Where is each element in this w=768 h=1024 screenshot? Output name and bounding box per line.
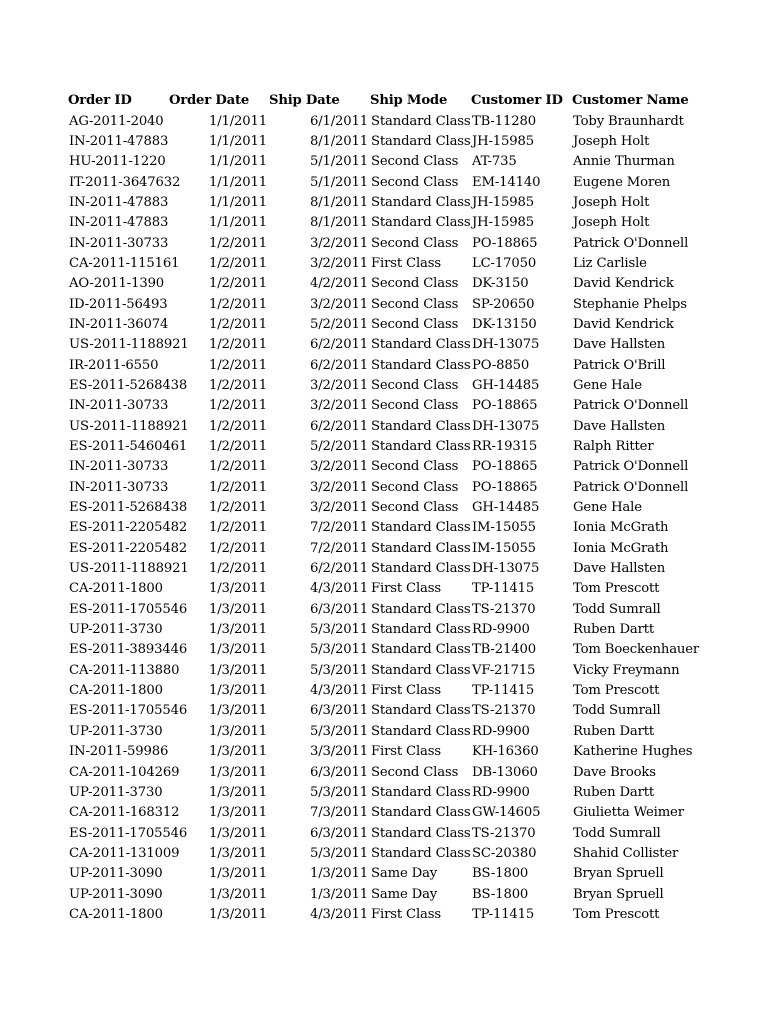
ship-mode-cell[interactable]: Standard Class: [371, 662, 471, 678]
ship-date-cell[interactable]: 6/3/2011: [309, 825, 368, 841]
ship-mode-cell[interactable]: Standard Class: [371, 561, 471, 577]
customer-id-cell[interactable]: DK-3150: [472, 276, 529, 292]
ship-mode-cell[interactable]: Standard Class: [371, 418, 471, 434]
ship-date-cell[interactable]: 5/3/2011: [309, 622, 368, 638]
table-row: [68, 823, 672, 843]
ship-date-cell[interactable]: 8/1/2011: [309, 133, 368, 149]
order-date-cell[interactable]: 1/3/2011: [208, 642, 267, 658]
ship-date-cell[interactable]: 6/2/2011: [309, 357, 368, 373]
ship-mode-cell[interactable]: Standard Class: [371, 703, 471, 719]
order-id-cell[interactable]: US-2011-1188921: [69, 337, 189, 353]
ship-mode-cell[interactable]: Standard Class: [371, 845, 471, 861]
order-id-cell[interactable]: UP-2011-3730: [69, 622, 163, 638]
table-row: [68, 681, 672, 701]
customer-name-cell[interactable]: Liz Carlisle: [573, 255, 647, 271]
customer-name-cell[interactable]: Dave Hallsten: [573, 418, 666, 434]
ship-date-cell[interactable]: 8/1/2011: [309, 194, 368, 210]
customer-id-cell[interactable]: DK-13150: [472, 316, 537, 332]
customer-name-cell[interactable]: Todd Sumrall: [573, 601, 661, 617]
ship-date-cell[interactable]: 4/2/2011: [309, 276, 368, 292]
order-id-cell[interactable]: IN-2011-30733: [69, 479, 169, 495]
ship-mode-cell[interactable]: Second Class: [371, 296, 459, 312]
ship-date-cell[interactable]: 3/2/2011: [309, 459, 368, 475]
order-id-cell[interactable]: CA-2011-1800: [69, 683, 163, 699]
ship-date-cell[interactable]: 5/1/2011: [309, 154, 368, 170]
order-date-cell[interactable]: 1/2/2011: [208, 377, 267, 393]
ship-date-cell[interactable]: 1/3/2011: [309, 866, 368, 882]
ship-date-cell[interactable]: 4/3/2011: [309, 683, 368, 699]
order-date-cell[interactable]: 1/3/2011: [208, 581, 267, 597]
ship-date-cell[interactable]: 3/3/2011: [309, 744, 368, 760]
customer-id-cell[interactable]: TP-11415: [472, 683, 535, 699]
ship-mode-cell[interactable]: Standard Class: [371, 133, 471, 149]
customer-name-cell[interactable]: Toby Braunhardt: [573, 113, 684, 129]
order-id-cell[interactable]: ES-2011-1705546: [69, 703, 188, 719]
customer-name-cell[interactable]: Bryan Spruell: [573, 866, 664, 882]
order-id-cell[interactable]: ES-2011-5268438: [69, 377, 188, 393]
ship-mode-cell[interactable]: Second Class: [371, 316, 459, 332]
customer-id-cell[interactable]: DB-13060: [472, 764, 538, 780]
ship-date-cell[interactable]: 1/3/2011: [309, 886, 368, 902]
customer-id-cell[interactable]: RD-9900: [472, 622, 530, 638]
order-id-cell[interactable]: ES-2011-5268438: [69, 500, 188, 516]
ship-date-cell[interactable]: 7/2/2011: [309, 520, 368, 536]
customer-name-cell[interactable]: Ruben Dartt: [573, 784, 655, 800]
order-date-cell[interactable]: 1/3/2011: [208, 744, 267, 760]
table-row: [68, 640, 672, 660]
order-id-cell[interactable]: IN-2011-47883: [69, 133, 169, 149]
ship-mode-cell[interactable]: First Class: [371, 683, 441, 699]
order-date-cell[interactable]: 1/2/2011: [208, 398, 267, 414]
ship-mode-cell[interactable]: Standard Class: [371, 784, 471, 800]
table-row: [68, 518, 672, 538]
ship-mode-cell[interactable]: Standard Class: [371, 337, 471, 353]
order-date-cell[interactable]: 1/2/2011: [208, 337, 267, 353]
table-row: [68, 579, 672, 599]
customer-name-cell[interactable]: David Kendrick: [573, 276, 674, 292]
table-row: [68, 844, 672, 864]
ship-mode-cell[interactable]: First Class: [371, 581, 441, 597]
customer-id-cell[interactable]: VF-21715: [472, 662, 536, 678]
table-row: [68, 294, 672, 314]
order-date-cell[interactable]: 1/3/2011: [208, 601, 267, 617]
table-row: [68, 742, 672, 762]
order-date-cell[interactable]: 1/2/2011: [208, 316, 267, 332]
order-date-cell[interactable]: 1/2/2011: [208, 520, 267, 536]
customer-id-cell[interactable]: TB-11280: [472, 113, 536, 129]
customer-id-cell[interactable]: AT-735: [472, 154, 517, 170]
ship-date-cell[interactable]: 3/2/2011: [309, 296, 368, 312]
customer-name-cell[interactable]: Ruben Dartt: [573, 622, 655, 638]
customer-id-cell[interactable]: RD-9900: [472, 723, 530, 739]
order-date-cell[interactable]: 1/2/2011: [208, 459, 267, 475]
table-row: [68, 437, 672, 457]
ship-mode-cell[interactable]: Standard Class: [371, 642, 471, 658]
ship-date-cell[interactable]: 5/3/2011: [309, 662, 368, 678]
customer-name-cell[interactable]: Annie Thurman: [573, 154, 675, 170]
order-id-cell[interactable]: ES-2011-2205482: [69, 540, 188, 556]
ship-mode-cell[interactable]: Same Day: [371, 886, 438, 902]
ship-mode-cell[interactable]: Standard Class: [371, 357, 471, 373]
customer-name-cell[interactable]: Todd Sumrall: [573, 825, 661, 841]
customer-id-cell[interactable]: BS-1800: [472, 886, 529, 902]
order-date-cell[interactable]: 1/3/2011: [208, 784, 267, 800]
customer-id-cell[interactable]: TS-21370: [472, 703, 536, 719]
customer-name-cell[interactable]: Gene Hale: [573, 500, 642, 516]
order-id-cell[interactable]: UP-2011-3730: [69, 784, 163, 800]
order-date-cell[interactable]: 1/2/2011: [208, 561, 267, 577]
customer-id-cell[interactable]: PO-18865: [472, 459, 538, 475]
customer-name-cell[interactable]: Shahid Collister: [573, 845, 679, 861]
table-row: [68, 396, 672, 416]
ship-date-cell[interactable]: 3/2/2011: [309, 377, 368, 393]
customer-id-cell[interactable]: GW-14605: [472, 805, 541, 821]
table-row: [68, 478, 672, 498]
order-date-cell[interactable]: 1/1/2011: [208, 194, 267, 210]
order-date-cell[interactable]: 1/2/2011: [208, 439, 267, 455]
header-ship-date[interactable]: Ship Date: [269, 93, 340, 109]
table-row: [68, 376, 672, 396]
customer-id-cell[interactable]: DH-13075: [472, 561, 540, 577]
order-date-cell[interactable]: 1/3/2011: [208, 886, 267, 902]
ship-mode-cell[interactable]: Standard Class: [371, 520, 471, 536]
customer-id-cell[interactable]: PO-18865: [472, 398, 538, 414]
ship-mode-cell[interactable]: Standard Class: [371, 540, 471, 556]
customer-name-cell[interactable]: Giulietta Weimer: [573, 805, 684, 821]
customer-id-cell[interactable]: TP-11415: [472, 906, 535, 922]
table-row: [68, 803, 672, 823]
customer-id-cell[interactable]: DH-13075: [472, 418, 540, 434]
ship-mode-cell[interactable]: Standard Class: [371, 113, 471, 129]
customer-name-cell[interactable]: Vicky Freymann: [573, 662, 680, 678]
order-id-cell[interactable]: UP-2011-3730: [69, 723, 163, 739]
order-id-cell[interactable]: AG-2011-2040: [69, 113, 164, 129]
ship-mode-cell[interactable]: Second Class: [371, 398, 459, 414]
ship-date-cell[interactable]: 6/2/2011: [309, 418, 368, 434]
ship-date-cell[interactable]: 6/1/2011: [309, 113, 368, 129]
order-id-cell[interactable]: CA-2011-131009: [69, 845, 180, 861]
ship-mode-cell[interactable]: Second Class: [371, 764, 459, 780]
order-date-cell[interactable]: 1/3/2011: [208, 662, 267, 678]
order-date-cell[interactable]: 1/1/2011: [208, 133, 267, 149]
order-date-cell[interactable]: 1/2/2011: [208, 235, 267, 251]
order-date-cell[interactable]: 1/3/2011: [208, 703, 267, 719]
order-id-cell[interactable]: IN-2011-30733: [69, 398, 169, 414]
ship-mode-cell[interactable]: Standard Class: [371, 805, 471, 821]
ship-mode-cell[interactable]: Standard Class: [371, 439, 471, 455]
customer-name-cell[interactable]: Gene Hale: [573, 377, 642, 393]
order-date-cell[interactable]: 1/3/2011: [208, 825, 267, 841]
table-row: [68, 213, 672, 233]
customer-id-cell[interactable]: IM-15055: [472, 520, 536, 536]
order-date-cell[interactable]: 1/3/2011: [208, 805, 267, 821]
order-id-cell[interactable]: IN-2011-30733: [69, 235, 169, 251]
customer-id-cell[interactable]: DH-13075: [472, 337, 540, 353]
ship-date-cell[interactable]: 3/2/2011: [309, 398, 368, 414]
header-row: [68, 91, 672, 111]
ship-mode-cell[interactable]: Second Class: [371, 235, 459, 251]
order-id-cell[interactable]: US-2011-1188921: [69, 561, 189, 577]
order-date-cell[interactable]: 1/3/2011: [208, 845, 267, 861]
order-date-cell[interactable]: 1/3/2011: [208, 683, 267, 699]
customer-id-cell[interactable]: PO-8850: [472, 357, 530, 373]
ship-mode-cell[interactable]: Second Class: [371, 276, 459, 292]
customer-name-cell[interactable]: David Kendrick: [573, 316, 674, 332]
customer-name-cell[interactable]: Joseph Holt: [573, 215, 650, 231]
customer-name-cell[interactable]: Tom Prescott: [573, 581, 660, 597]
ship-mode-cell[interactable]: Second Class: [371, 500, 459, 516]
customer-id-cell[interactable]: SC-20380: [472, 845, 537, 861]
order-id-cell[interactable]: US-2011-1188921: [69, 418, 189, 434]
table-row: [68, 884, 672, 904]
order-date-cell[interactable]: 1/2/2011: [208, 479, 267, 495]
table-row: [68, 457, 672, 477]
ship-date-cell[interactable]: 6/3/2011: [309, 764, 368, 780]
table-row: [68, 111, 672, 131]
table-row: [68, 559, 672, 579]
order-date-cell[interactable]: 1/2/2011: [208, 296, 267, 312]
customer-name-cell[interactable]: Ralph Ritter: [573, 439, 654, 455]
header-customer-id[interactable]: Customer ID: [471, 93, 563, 109]
order-date-cell[interactable]: 1/2/2011: [208, 255, 267, 271]
ship-date-cell[interactable]: 3/2/2011: [309, 255, 368, 271]
order-date-cell[interactable]: 1/3/2011: [208, 906, 267, 922]
customer-id-cell[interactable]: TS-21370: [472, 601, 536, 617]
customer-id-cell[interactable]: RR-19315: [472, 439, 538, 455]
ship-mode-cell[interactable]: Standard Class: [371, 215, 471, 231]
ship-mode-cell[interactable]: Standard Class: [371, 825, 471, 841]
ship-mode-cell[interactable]: Standard Class: [371, 601, 471, 617]
order-id-cell[interactable]: IN-2011-30733: [69, 459, 169, 475]
table-row: [68, 172, 672, 192]
ship-date-cell[interactable]: 7/2/2011: [309, 540, 368, 556]
order-date-cell[interactable]: 1/1/2011: [208, 215, 267, 231]
ship-date-cell[interactable]: 6/3/2011: [309, 703, 368, 719]
order-id-cell[interactable]: HU-2011-1220: [69, 154, 166, 170]
ship-date-cell[interactable]: 4/3/2011: [309, 906, 368, 922]
table-row: [68, 620, 672, 640]
ship-date-cell[interactable]: 5/2/2011: [309, 439, 368, 455]
order-id-cell[interactable]: CA-2011-113880: [69, 662, 180, 678]
customer-id-cell[interactable]: RD-9900: [472, 784, 530, 800]
ship-mode-cell[interactable]: Second Class: [371, 459, 459, 475]
ship-date-cell[interactable]: 6/2/2011: [309, 337, 368, 353]
customer-name-cell[interactable]: Dave Brooks: [573, 764, 656, 780]
order-id-cell[interactable]: CA-2011-1800: [69, 581, 163, 597]
customer-name-cell[interactable]: Patrick O'Donnell: [573, 459, 689, 475]
header-customer-name[interactable]: Customer Name: [572, 93, 689, 109]
order-id-cell[interactable]: IN-2011-59986: [69, 744, 169, 760]
ship-date-cell[interactable]: 5/3/2011: [309, 845, 368, 861]
customer-id-cell[interactable]: EM-14140: [472, 174, 541, 190]
order-id-cell[interactable]: ID-2011-56493: [69, 296, 168, 312]
table-row: [68, 701, 672, 721]
table-row: [68, 315, 672, 335]
customer-id-cell[interactable]: GH-14485: [472, 500, 540, 516]
order-id-cell[interactable]: ES-2011-1705546: [69, 825, 188, 841]
order-date-cell[interactable]: 1/3/2011: [208, 764, 267, 780]
table-row: [68, 498, 672, 518]
order-date-cell[interactable]: 1/2/2011: [208, 357, 267, 373]
order-id-cell[interactable]: UP-2011-3090: [69, 886, 163, 902]
customer-name-cell[interactable]: Patrick O'Donnell: [573, 235, 689, 251]
ship-mode-cell[interactable]: First Class: [371, 255, 441, 271]
order-date-cell[interactable]: 1/2/2011: [208, 540, 267, 556]
order-id-cell[interactable]: CA-2011-115161: [69, 255, 180, 271]
order-date-cell[interactable]: 1/3/2011: [208, 622, 267, 638]
table-row: [68, 539, 672, 559]
customer-id-cell[interactable]: LC-17050: [472, 255, 537, 271]
customer-name-cell[interactable]: Joseph Holt: [573, 194, 650, 210]
customer-name-cell[interactable]: Stephanie Phelps: [573, 296, 687, 312]
header-ship-mode[interactable]: Ship Mode: [370, 93, 448, 109]
customer-id-cell[interactable]: JH-15985: [472, 215, 534, 231]
order-date-cell[interactable]: 1/2/2011: [208, 276, 267, 292]
customer-id-cell[interactable]: PO-18865: [472, 479, 538, 495]
customer-name-cell[interactable]: Patrick O'Brill: [573, 357, 666, 373]
ship-mode-cell[interactable]: First Class: [371, 906, 441, 922]
customer-name-cell[interactable]: Todd Sumrall: [573, 703, 661, 719]
ship-date-cell[interactable]: 6/3/2011: [309, 601, 368, 617]
ship-mode-cell[interactable]: Second Class: [371, 479, 459, 495]
order-id-cell[interactable]: ES-2011-5460461: [69, 439, 188, 455]
ship-mode-cell[interactable]: Second Class: [371, 174, 459, 190]
order-date-cell[interactable]: 1/3/2011: [208, 866, 267, 882]
ship-mode-cell[interactable]: First Class: [371, 744, 441, 760]
order-date-cell[interactable]: 1/1/2011: [208, 113, 267, 129]
ship-date-cell[interactable]: 5/3/2011: [309, 642, 368, 658]
customer-name-cell[interactable]: Ionia McGrath: [573, 520, 669, 536]
order-id-cell[interactable]: ES-2011-1705546: [69, 601, 188, 617]
customer-id-cell[interactable]: KH-16360: [472, 744, 539, 760]
ship-mode-cell[interactable]: Standard Class: [371, 194, 471, 210]
order-id-cell[interactable]: AO-2011-1390: [69, 276, 165, 292]
ship-mode-cell[interactable]: Second Class: [371, 154, 459, 170]
customer-name-cell[interactable]: Tom Boeckenhauer: [573, 642, 700, 658]
header-order-date[interactable]: Order Date: [169, 93, 250, 109]
table-row: [68, 254, 672, 274]
ship-date-cell[interactable]: 5/3/2011: [309, 784, 368, 800]
customer-name-cell[interactable]: Katherine Hughes: [573, 744, 693, 760]
table-row: [68, 722, 672, 742]
order-date-cell[interactable]: 1/2/2011: [208, 500, 267, 516]
customer-name-cell[interactable]: Tom Prescott: [573, 906, 660, 922]
order-id-cell[interactable]: IN-2011-47883: [69, 194, 169, 210]
order-date-cell[interactable]: 1/2/2011: [208, 418, 267, 434]
ship-date-cell[interactable]: 3/2/2011: [309, 500, 368, 516]
customer-id-cell[interactable]: TP-11415: [472, 581, 535, 597]
ship-mode-cell[interactable]: Second Class: [371, 377, 459, 393]
customer-id-cell[interactable]: GH-14485: [472, 377, 540, 393]
spreadsheet: [68, 91, 700, 925]
order-id-cell[interactable]: IN-2011-36074: [69, 316, 169, 332]
table-row: [68, 762, 672, 782]
ship-date-cell[interactable]: 8/1/2011: [309, 215, 368, 231]
table-row: [68, 417, 672, 437]
table-row: [68, 600, 672, 620]
table-row: [68, 233, 672, 253]
ship-date-cell[interactable]: 7/3/2011: [309, 805, 368, 821]
ship-mode-cell[interactable]: Same Day: [371, 866, 438, 882]
customer-name-cell[interactable]: Tom Prescott: [573, 683, 660, 699]
ship-date-cell[interactable]: 5/2/2011: [309, 316, 368, 332]
order-date-cell[interactable]: 1/1/2011: [208, 154, 267, 170]
customer-name-cell[interactable]: Joseph Holt: [573, 133, 650, 149]
ship-date-cell[interactable]: 5/1/2011: [309, 174, 368, 190]
customer-name-cell[interactable]: Patrick O'Donnell: [573, 479, 689, 495]
order-id-cell[interactable]: IN-2011-47883: [69, 215, 169, 231]
order-id-cell[interactable]: CA-2011-168312: [69, 805, 180, 821]
order-id-cell[interactable]: ES-2011-3893446: [69, 642, 188, 658]
table-row: [68, 193, 672, 213]
customer-id-cell[interactable]: PO-18865: [472, 235, 538, 251]
table-row: [68, 335, 672, 355]
table-row: [68, 355, 672, 375]
ship-mode-cell[interactable]: Standard Class: [371, 723, 471, 739]
ship-date-cell[interactable]: 4/3/2011: [309, 581, 368, 597]
header-order-id[interactable]: Order ID: [68, 93, 132, 109]
customer-id-cell[interactable]: JH-15985: [472, 133, 534, 149]
customer-id-cell[interactable]: IM-15055: [472, 540, 536, 556]
ship-date-cell[interactable]: 6/2/2011: [309, 561, 368, 577]
customer-name-cell[interactable]: Dave Hallsten: [573, 337, 666, 353]
ship-date-cell[interactable]: 5/3/2011: [309, 723, 368, 739]
order-id-cell[interactable]: CA-2011-104269: [69, 764, 180, 780]
ship-mode-cell[interactable]: Standard Class: [371, 622, 471, 638]
customer-name-cell[interactable]: Bryan Spruell: [573, 886, 664, 902]
order-date-cell[interactable]: 1/3/2011: [208, 723, 267, 739]
customer-id-cell[interactable]: BS-1800: [472, 866, 529, 882]
table-row: [68, 152, 672, 172]
table-row: [68, 864, 672, 884]
order-id-cell[interactable]: UP-2011-3090: [69, 866, 163, 882]
customer-id-cell[interactable]: SP-20650: [472, 296, 535, 312]
order-date-cell[interactable]: 1/1/2011: [208, 174, 267, 190]
customer-id-cell[interactable]: TS-21370: [472, 825, 536, 841]
customer-name-cell[interactable]: Patrick O'Donnell: [573, 398, 689, 414]
customer-name-cell[interactable]: Ruben Dartt: [573, 723, 655, 739]
table-row: [68, 783, 672, 803]
ship-date-cell[interactable]: 3/2/2011: [309, 235, 368, 251]
orders-table: [68, 91, 700, 925]
table-row: [68, 905, 672, 925]
customer-name-cell[interactable]: Ionia McGrath: [573, 540, 669, 556]
order-id-cell[interactable]: ES-2011-2205482: [69, 520, 188, 536]
order-id-cell[interactable]: CA-2011-1800: [69, 906, 163, 922]
table-row: [68, 132, 672, 152]
customer-name-cell[interactable]: Dave Hallsten: [573, 561, 666, 577]
order-id-cell[interactable]: IR-2011-6550: [69, 357, 159, 373]
customer-id-cell[interactable]: TB-21400: [472, 642, 536, 658]
table-row: [68, 274, 672, 294]
table-row: [68, 661, 672, 681]
ship-date-cell[interactable]: 3/2/2011: [309, 479, 368, 495]
customer-name-cell[interactable]: Eugene Moren: [573, 174, 671, 190]
customer-id-cell[interactable]: JH-15985: [472, 194, 534, 210]
order-id-cell[interactable]: IT-2011-3647632: [69, 174, 181, 190]
